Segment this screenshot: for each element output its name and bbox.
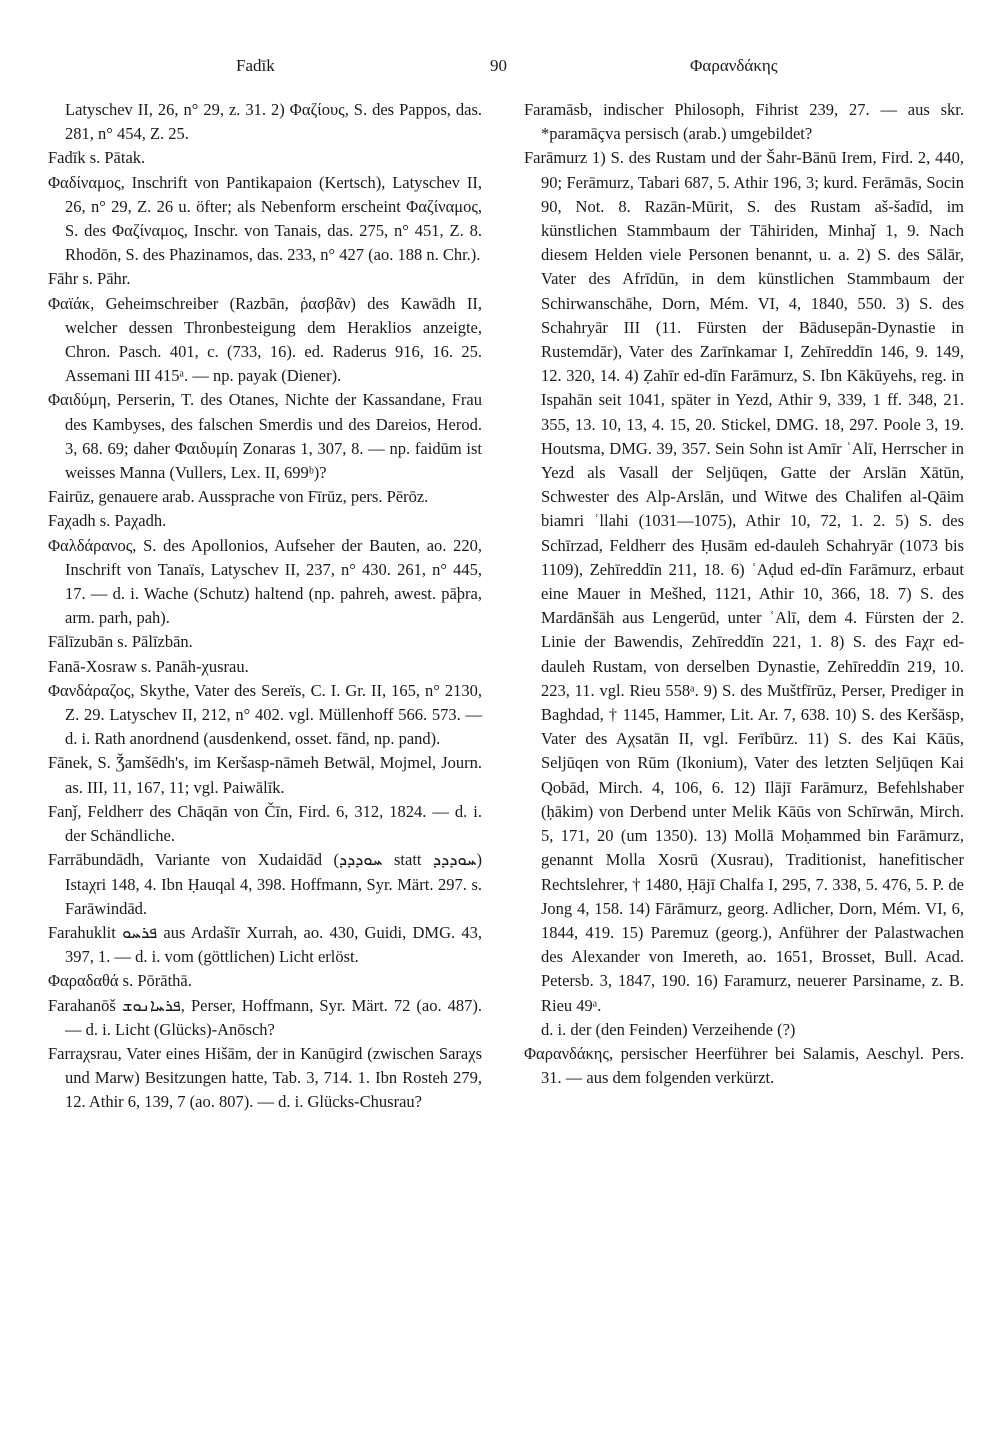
dictionary-entry: Faχadh s. Paχadh. [48,511,167,531]
dictionary-entry: Faramāsb, indischer Philosoph, Fihrist 239, 27. — aus skr. *paramāçva persisch (arab.) umgebildet? [524,100,964,144]
dictionary-entry: Φαραδαθά s. Pōrāthā. [48,971,192,991]
dictionary-entry: Φαλδάρανος, S. des Apollonios, Aufseher der Bauten, ao. 220, Inschrift von Tanaïs, Latyschev II, 237, n° 430. 261, n° 445, 17. — d. i. Wache (Schutz) haltend (np. pahreh, awest. pāþra, arm. parh, pah). [48,535,482,628]
header-right-headword: Φαρανδάκης [690,56,778,75]
dictionary-entry: Fālīzubān s. Pālīzbān. [48,632,193,652]
dictionary-entry: Φαϊάκ, Geheimschreiber (Razbān, ῥασβᾶν) des Kawādh II, welcher dessen Thronbesteigung dem Heraklios anzeigte, Chron. Pasch. 401, c. (733, 16). ed. Raderus 916, 16. 25. Assemani III 415ᵃ. — np. payak (Diener). [48,293,482,386]
dictionary-entry: Φαιδύμη, Perserin, T. des Otanes, Nichte der Kassandane, Frau des Kambyses, des falschen Smerdis und des Dareios, Herod. 3, 68. 69; daher Φαιδυμίη Zonaras 1, 307, 8. — np. faidūm ist weisses Manna (Vullers, Lex. II, 699ᵇ)? [48,390,482,483]
dictionary-entry: Farahanōš ܦܪܚܐܢܘܫ, Perser, Hoffmann, Syr. Märt. 72 (ao. 487). — d. i. Licht (Glücks)-Anōsch? [48,995,482,1039]
dictionary-entry: Fanā-Xosraw s. Panāh-χusrau. [48,656,249,676]
page-number: 90 [490,56,507,75]
dictionary-entry: Fānek, S. Ǯamšēdh's, im Keršasp-nāmeh Betwāl, Mojmel, Journ. as. III, 11, 167, 11; vgl. Paiwālīk. [48,753,482,797]
dictionary-entry: Φαρανδάκης, persischer Heerführer bei Salamis, Aeschyl. Pers. 31. — aus dem folgenden verkürzt. [524,1043,964,1088]
page-header [0,56,1000,84]
dictionary-entry: Fadīk s. Pātak. [48,148,146,168]
header-left-headword: Fadīk [236,56,275,75]
dictionary-entry: Farāmurz 1) S. des Rustam und der Šahr-Bānū Irem, Fird. 2, 440, 90; Ferāmurz, Tabari 687, 5. Athir 196, 3; kurd. Ferāmās, Socin 90, Not. 8. Razān-Mūrit, S. des Rustam aš-šadīd, im künstlichen Stammbaum der Tāhiriden, Minhaǰ 1, 9. Nach diesem Helden viele Personen benannt, u. a. 2) S. des Sālār, Vater des Afrīdūn, in dem künstlichen Stammbaum der Schirwanschāhe, Dorn, Mém. VI, 4, 1840, 550. 3) S. des Schahryār III (11. Fürsten der Bādusepān-Dynastie in Rustemdār), Vater des Zarīnkamar I, Zehīreddīn 146, 9. 149, 12. 320, 14. 4) Ẓahīr ed-dīn Farāmurz, S. Ibn Kākūyehs, reg. in Ispahān seit 1041, später in Yezd, Athir 9, 339, 1 ff. 348, 21. 355, 13. 10, 13, 4. 15, 20. Stickel, DMG. 18, 297. Poole 3, 19. Houtsma, DMG. 39, 357. Sein Sohn ist Amīr ʿAlī, Herrscher in Yezd als Vasall der Seljūqen, Gatte der Arslān Xātūn, Schwester des Alp-Arslān, und Witwe des Chalifen al-Qāim biamri ʾllahi (1031—1075), Athir 10, 72, 1. 2. 5) S. des Schīrzad, Feldherr des Ḥusām ed-dauleh Schahryār (1073 bis 1109), Zehīreddīn 211, 18. 6) ʿAḍud ed-dīn Farāmurz, erbaut eine Mauer in Mešhed, 1121, Athir 10, 366, 18. 7) S. des Mardānšāh aus Lengerūd, unter ʿAlī, dem 4. Fürsten der 2. Linie der Bawendis, Zehīreddīn 221, 1. 8) S. des Faχr ed-dauleh Rustam, von derselben Dynastie, Zehīreddīn 219, 10. 223, 11. vgl. Rieu 558ᵃ. 9) S. des Muštfīrūz, Perser, Prediger in Baghdad, † 1145, Hammer, Lit. Ar. 7, 638. 10) S. des Keršāsp, Vater des Aχsatān II, vgl. Ferībūrz. 11) S. des Kai Kāūs, Seljūqen von Rūm (Ikonium), Vater des letzten Seljūqen Kai Qobād, Mirch. 4, 106, 6. 12) Ilājī Farāmurz, Befehlshaber (ḥākim) von Derbend unter Melik Kāūs von Schīrwān, Mirch. 5, 171, 20 (um 1350). 13) Mollā Moḥammed bin Farāmurz, genannt Molla Xosrū (Xusrau), Traditionist, hanefitischer Rechtslehrer, † 1480, Ḥājī Chalfa I, 295, 7. 338, 5. 476, 5. P. de Jong 4, 158. 14) Fārāmurz, georg. Adlicher, Dorn, Mém. VI, 6, 1844, 419. 15) Paremuz (georg.), Anführer der Palastwachen des Alexander von Imereth, ao. 1651, Brosset, Bull. Acad. Petersb. 3, 1847, 190. 16) Faramurz, neuerer Parsiname, z. B. Rieu 49ᵃ. [524,148,964,1015]
dictionary-entry: Farrābundādh, Variante von Xudaidād (ܚܘܕܕܕ statt ܚܘܕܕܕ) Istaχri 148, 4. Ibn Ḥauqal 4, 398. Hoffmann, Syr. Märt. 297. s. Farāwindād. [48,850,482,918]
dictionary-entry: d. i. der (den Feinden) Verzeihende (?) [541,1019,796,1039]
dictionary-entry: Farraχsrau, Vater eines Hišām, der in Kanūgird (zwischen Saraχs und Marw) Besitzungen hatte, Tab. 3, 714. 1. Ibn Rosteh 279, 12. Athir 6, 139, 7 (ao. 807). — d. i. Glücks-Chusrau? [48,1043,482,1112]
dictionary-entry: Latyschev II, 26, n° 29, z. 31. 2) Φαζίους, S. des Pappos, das. 281, n° 454, Z. 25. [65,100,482,144]
right-column [524,98,964,1090]
dictionary-entry: Φαδίναμος, Inschrift von Pantikapaion (Kertsch), Latyschev II, 26, n° 29, Z. 26 u. öfter; als Nebenform erscheint Φαζίναμος, S. des Φαζίναμος, Inschr. von Tanais, das. 275, n° 451, Z. 8. Rhodōn, S. des Phazinamos, das. 233, n° 427 (ao. 188 n. Chr.). [48,172,482,265]
dictionary-entry: Fairūz, genauere arab. Aussprache von Fīrūz, pers. Pērōz. [48,487,429,507]
dictionary-entry: Φανδάραζος, Skythe, Vater des Sereïs, C. I. Gr. II, 165, n° 2130, Z. 29. Latyschev II, 212, n° 402. vgl. Müllenhoff 566. 573. — d. i. Rath anordnend (ausdenkend, osset. fānd, np. pand). [48,680,482,749]
left-column [48,98,482,1115]
dictionary-entry: Fāhr s. Pāhr. [48,269,131,289]
dictionary-entry: Farahuklit ܦܪܚܘ aus Ardašīr Xurrah, ao. 430, Guidi, DMG. 43, 397, 1. — d. i. vom (göttlichen) Licht erlöst. [48,922,482,967]
dictionary-entry: Fanǰ, Feldherr des Chāqān von Čīn, Fird. 6, 312, 1824. — d. i. der Schändliche. [48,801,482,846]
